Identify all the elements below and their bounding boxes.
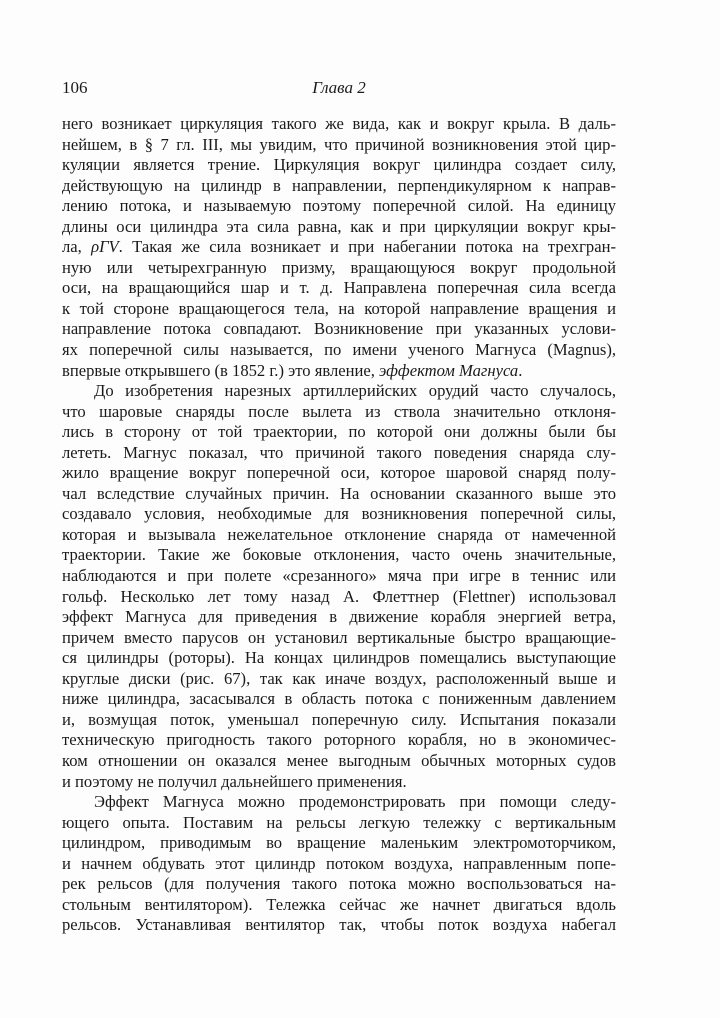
- text-line: [62, 587, 616, 608]
- text-run: что шаровые снаряды после вылета из ствола значительно отклоня-: [62, 401, 616, 421]
- text-run: впервые открывшего (в 1852 г.) это явление,: [62, 360, 380, 380]
- text-run: гольф. Несколько лет тому назад А. Флеттнер (Flettner) использовал: [62, 586, 616, 606]
- text-line: [62, 895, 616, 916]
- text-run: и, возмущая поток, уменьшал поперечную силу. Испытания показали: [62, 709, 616, 729]
- text-run: создавало условия, необходимые для возникновения поперечной силы,: [62, 504, 616, 524]
- text-run: ную или четырехгранную призму, вращающуюся вокруг продольной: [62, 257, 616, 277]
- text-run: ющего опыта. Поставим на рельсы легкую тележку с вертикальным: [62, 812, 616, 832]
- text-run: рельсов. Устанавливая вентилятор так, чтобы поток воздуха набегал: [62, 915, 616, 935]
- italic-text: ρΓV: [91, 237, 119, 257]
- text-line: [62, 278, 616, 299]
- text-run: направление потока совпадают. Возникновение при указанных услови-: [62, 319, 616, 339]
- text-run: ниже цилиндра, засасывался в область потока с пониженным давлением: [62, 689, 616, 709]
- text-line: [62, 196, 616, 217]
- paragraph: [62, 792, 616, 936]
- text-run: ях поперечной силы называется, по имени ученого Магнуса (Magnus),: [62, 340, 616, 360]
- text-line: [62, 545, 616, 566]
- running-header: [62, 78, 616, 100]
- text-run: к той стороне вращающегося тела, на которой направление вращения и: [62, 298, 616, 318]
- text-run: нейшем, в § 7 гл. III, мы увидим, что причиной возникновения этой цир-: [62, 134, 616, 154]
- text-run: которая и вызывала нежелательное отклонение снаряда от намеченной: [62, 524, 616, 544]
- text-run: стольным вентилятором). Тележка сейчас же начнет двигаться вдоль: [62, 894, 616, 914]
- text-run: наблюдаются и при полете «срезанного» мяча при игре в теннис или: [62, 566, 616, 586]
- body-text: [62, 114, 616, 936]
- text-line: [62, 381, 616, 402]
- text-run: оси, на вращающийся шар и т. д. Направлена поперечная сила всегда: [62, 278, 616, 298]
- text-line: [62, 566, 616, 587]
- text-line: [62, 237, 616, 258]
- text-line: [62, 772, 616, 793]
- text-run: чал вследствие случайных причин. На основании сказанного выше это: [62, 483, 616, 503]
- paragraph: [62, 381, 616, 792]
- text-run: действующую на цилиндр в направлении, перпендикулярном к направ-: [62, 175, 616, 195]
- text-line: [62, 833, 616, 854]
- text-run: эффект Магнуса для приведения в движение корабля энергией ветра,: [62, 607, 616, 627]
- text-run: Эффект Магнуса можно продемонстрировать при помощи следу-: [94, 792, 616, 812]
- text-run: цилиндром, приводимым во вращение маленьким электромоторчиком,: [62, 833, 616, 853]
- text-run: рек рельсов (для получения такого потока можно воспользоваться на-: [62, 874, 616, 894]
- text-line: [62, 114, 616, 135]
- text-line: [62, 730, 616, 751]
- text-run: ком отношении он оказался менее выгодным обычных моторных судов: [62, 750, 616, 770]
- text-run: траектории. Такие же боковые отклонения, часто очень значительные,: [62, 545, 616, 565]
- text-line: [62, 751, 616, 772]
- text-run: . Такая же сила возникает и при набегании потока на трехгран-: [118, 237, 616, 257]
- paragraph: [62, 114, 616, 381]
- text-run: .: [518, 360, 523, 380]
- text-line: [62, 422, 616, 443]
- text-line: [62, 319, 616, 340]
- text-run: него возникает циркуляция такого же вида, как и вокруг крыла. В даль-: [62, 114, 616, 133]
- text-run: и начнем обдувать этот цилиндр потоком воздуха, направленным попе-: [62, 853, 616, 873]
- italic-text: эффектом Магнуса: [379, 360, 519, 380]
- text-line: [62, 155, 616, 176]
- text-line: [62, 874, 616, 895]
- text-line: [62, 710, 616, 731]
- text-line: [62, 258, 616, 279]
- text-line: [62, 135, 616, 156]
- text-line: [62, 792, 616, 813]
- text-run: До изобретения нарезных артиллерийских орудий часто случалось,: [94, 381, 616, 401]
- text-line: [62, 484, 616, 505]
- text-run: длины оси цилиндра эта сила равна, как и при циркуляции вокруг кры-: [62, 216, 616, 236]
- chapter-title: Глава 2: [312, 78, 366, 97]
- page-number: 106: [62, 78, 88, 97]
- text-line: [62, 628, 616, 649]
- text-run: лись в сторону от той траектории, по которой они должны были бы: [62, 422, 616, 442]
- text-run: причем вместо парусов он установил вертикальные быстро вращающие-: [62, 627, 616, 647]
- text-line: [62, 525, 616, 546]
- text-run: круглые диски (рис. 67), так как иначе воздух, расположенный выше и: [62, 668, 616, 688]
- text-run: жило вращение вокруг поперечной оси, которое шаровой снаряд полу-: [62, 463, 616, 483]
- text-run: ся цилиндры (роторы). На концах цилиндров помещались выступающие: [62, 648, 616, 668]
- text-run: лению потока, и называемую поэтому поперечной силой. На единицу: [62, 196, 616, 216]
- text-line: [62, 669, 616, 690]
- text-run: техническую пригодность такого роторного корабля, но в экономичес-: [62, 730, 616, 750]
- text-line: [62, 689, 616, 710]
- text-line: [62, 463, 616, 484]
- text-line: [62, 217, 616, 238]
- text-line: [62, 176, 616, 197]
- text-line: [62, 402, 616, 423]
- text-run: куляции является трение. Циркуляция вокруг цилиндра создает силу,: [62, 155, 616, 175]
- text-run: ла,: [62, 237, 92, 257]
- text-line: [62, 648, 616, 669]
- text-run: и поэтому не получил дальнейшего применения.: [62, 771, 407, 791]
- text-line: [62, 299, 616, 320]
- text-line: [62, 340, 616, 361]
- text-line: [62, 607, 616, 628]
- text-line: [62, 443, 616, 464]
- text-line: [62, 915, 616, 936]
- text-line: [62, 813, 616, 834]
- text-line: [62, 854, 616, 875]
- text-line: [62, 504, 616, 525]
- text-run: лететь. Магнус показал, что причиной такого поведения снаряда слу-: [62, 442, 616, 462]
- text-line: [62, 361, 616, 382]
